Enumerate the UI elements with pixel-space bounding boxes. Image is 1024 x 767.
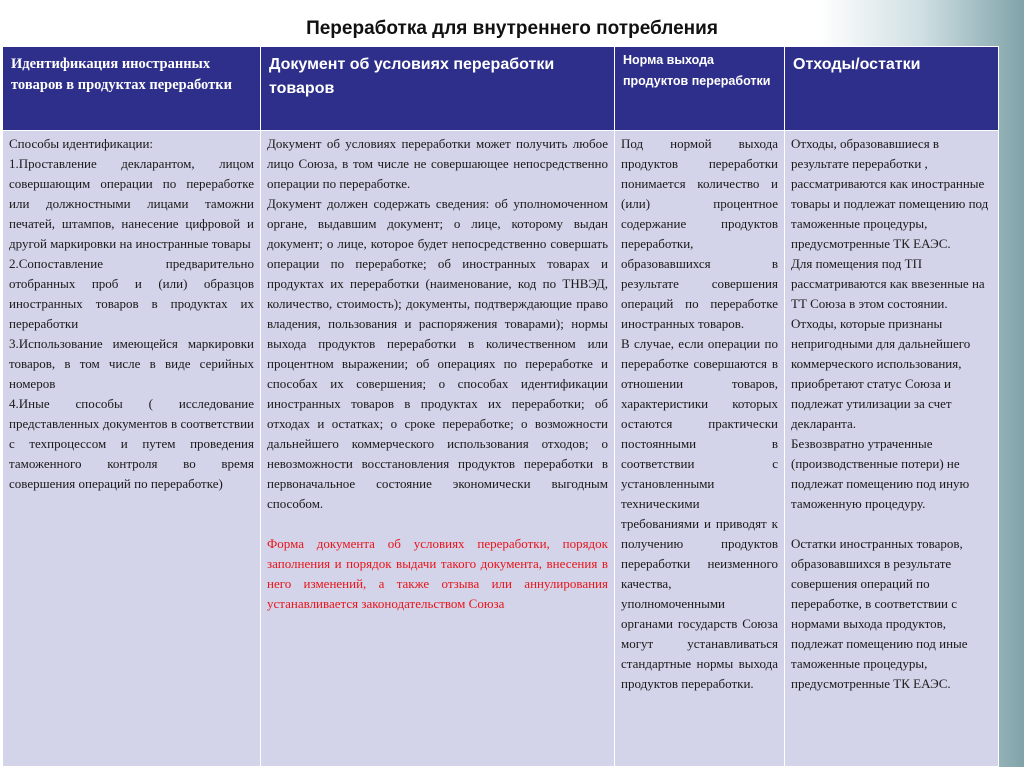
paragraph: 4.Иные способы ( исследование представленных документов в соответствии с техпроцессом и путем проведения таможенного контроля во время совершения операций по переработке) [9, 396, 254, 491]
paragraph: Безвозвратно утраченные (производственные потери) не подлежат помещению под иную таможенную процедуру. [791, 436, 970, 511]
table-row [3, 131, 999, 767]
cell-waste-residues [785, 131, 999, 767]
header-row [3, 47, 999, 131]
header-output-norm: Норма выхода продуктов переработки [615, 47, 785, 131]
paragraph: Под нормой выхода продуктов переработки понимается количество и (или) процентное содержание продуктов переработки, образовавшихся в результате совершения операций по переработке иностранных товаров. [621, 136, 778, 331]
cell-processing-document [261, 131, 615, 767]
header-identification: Идентификация иностранных товаров в продуктах переработки [3, 47, 261, 131]
paragraph: Документ об условиях переработки может получить любое лицо Союза, в том числе не совершающее непосредственно операции по переработке. [267, 136, 608, 191]
paragraph: Документ должен содержать сведения: об уполномоченном органе, выдавшим документ; о лице, которому выдан документ; о лице, которое будет непосредственно совершать операции по переработке; об иностранных товарах и продуктах их переработки (наименование, код по ТНВЭД, количество, стоимость); документы, подтверждающие право владения, пользования и распоряжения товарами); нормы выхода продуктов переработки в количественном или процентном выражении; об операциях по переработке и способах их совершения; о способах идентификации иностранных товаров в продуктах их переработки; об отходах и остатках; о сроке переработке; о возможности дальнейшего коммерческого использования отходов; о невозможности восстановления продуктов переработки в первоначальное состояние экономически выгодным способом. [267, 196, 608, 511]
paragraph: Для помещения под ТП рассматриваются как ввезенные на ТТ Союза в этом состоянии. [791, 256, 985, 311]
paragraph: 1.Проставление декларантом, лицом совершающим операции по переработке или должностными лицами таможни печатей, штампов, нанесение цифровой и другой маркировки на иностранные товары [9, 156, 254, 251]
red-note: Форма документа об условиях переработки, порядок заполнения и порядок выдачи такого документа, внесения в него изменений, а также отзыва или аннулирования устанавливается законодательством Союза [267, 536, 608, 611]
paragraph: Отходы, которые признаны непригодными для дальнейшего коммерческого использования, приобретают статус Союза и подлежат утилизации за счет декларанта. [791, 316, 971, 431]
cell-output-norm [615, 131, 785, 767]
paragraph: 3.Использование имеющейся маркировки товаров, в том числе в виде серийных номеров [9, 336, 254, 391]
processing-table [2, 46, 999, 767]
header-processing-document: Документ об условиях переработки товаров [261, 47, 615, 131]
header-waste-residues: Отходы/остатки [785, 47, 999, 131]
paragraph: Остатки иностранных товаров, образовавшихся в результате совершения операций по переработке, в соответствии с нормами выхода продуктов, подлежат помещению под иные таможенные процедуры, предусмотренные ТК ЕАЭС. [791, 536, 968, 691]
paragraph: 2.Сопоставление предварительно отобранных проб и (или) образцов иностранных товаров в продуктах их переработки [9, 256, 254, 331]
paragraph: В случае, если операции по переработке совершаются в отношении товаров, характеристики которых остаются практически постоянными в соответствии с установленными техническими требованиями и приводят к получению продуктов переработки неизменного качества, уполномоченными органами государств Союза могут устанавливаться стандартные нормы выхода продуктов переработки. [621, 336, 778, 691]
cell-identification [3, 131, 261, 767]
page-title: Переработка для внутреннего потребления [306, 18, 718, 39]
paragraph: Способы идентификации: [9, 136, 154, 151]
paragraph: Отходы, образовавшиеся в результате переработки , рассматриваются как иностранные товары и подлежат помещению под таможенные процедуры, предусмотренные ТК ЕАЭС. [791, 136, 989, 251]
